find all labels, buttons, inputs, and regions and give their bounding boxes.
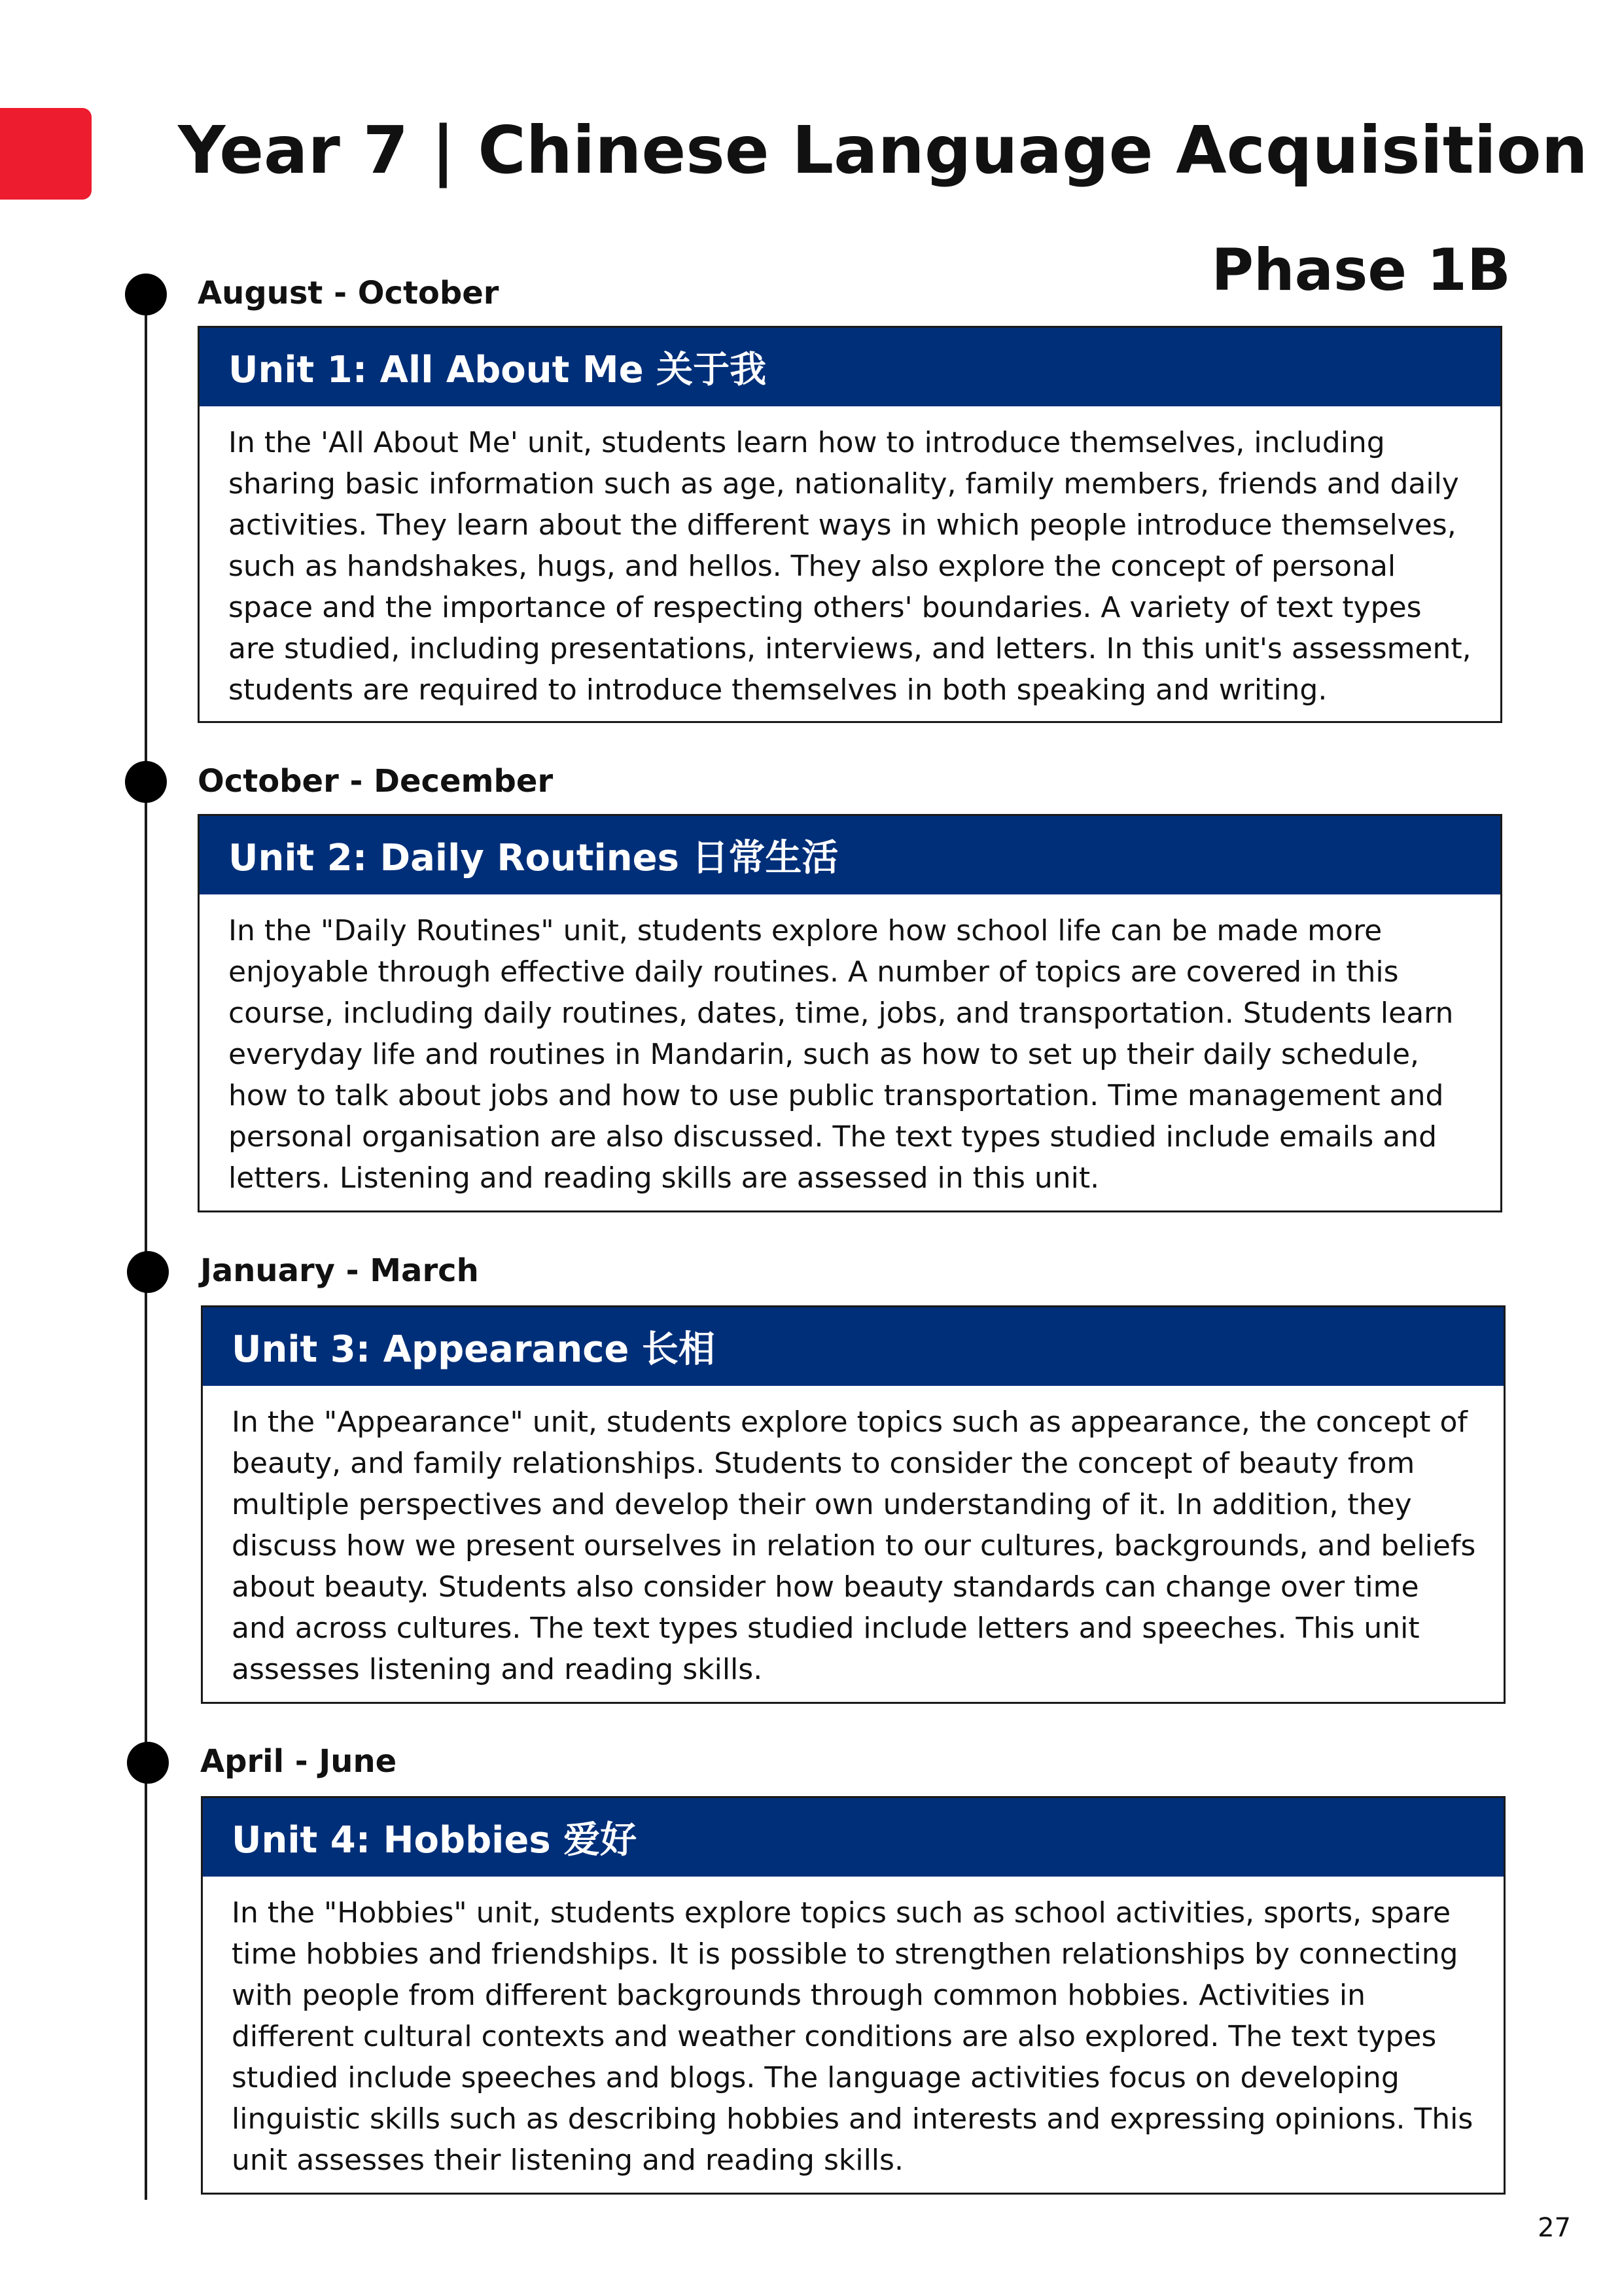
unit-title: Unit 1: All About Me 关于我 <box>200 328 1500 406</box>
unit-description: In the "Daily Routines" unit, students explore how school life can be made more enjoyable through effective daily routines. A number of topics are covered in this course, including daily routines, dates, time, jobs, and transportation. Students learn everyday life and routines in Mandarin, such as how to set up their daily schedule, how to talk about jobs and how to use public transportation. Time management and personal organisation are also discussed. The text types studied include emails and letters. Listening and reading skills are assessed in this unit. <box>228 914 1454 1195</box>
unit-title: Unit 4: Hobbies 爱好 <box>203 1798 1504 1877</box>
unit-card <box>198 814 1502 1212</box>
unit-title: Unit 3: Appearance 长相 <box>203 1307 1504 1386</box>
unit-card <box>201 1305 1506 1704</box>
page-title: Year 7 | Chinese Language Acquisition <box>178 112 1588 188</box>
phase-title: Phase 1B <box>1211 236 1511 304</box>
unit-period: April - June <box>200 1743 397 1780</box>
timeline-dot <box>125 274 167 315</box>
timeline-dot <box>127 1251 169 1293</box>
timeline-dot <box>125 761 167 803</box>
timeline-dot <box>127 1742 169 1784</box>
unit-period: January - March <box>200 1252 479 1289</box>
timeline-line <box>145 293 147 2200</box>
unit-description: In the "Appearance" unit, students explore topics such as appearance, the concept of beauty, and family relationships. Students to consider the concept of beauty from multiple perspectives and develop their own understanding of it. In addition, they discuss how we present ourselves in relation to our cultures, backgrounds, and beliefs about beauty. Students also consider how beauty standards can change over time and across cultures. The text types studied include letters and speeches. This unit assesses listening and reading skills. <box>232 1405 1476 1686</box>
unit-description: In the 'All About Me' unit, students learn how to introduce themselves, including sharing basic information such as age, nationality, family members, friends and daily activities. They learn about the different ways in which people introduce themselves, such as handshakes, hugs, and hellos. They also explore the concept of personal space and the importance of respecting others' boundaries. A variety of text types are studied, including presentations, interviews, and letters. In this unit's assessment, students are required to introduce themselves in both speaking and writing. <box>228 426 1472 707</box>
unit-title: Unit 2: Daily Routines 日常生活 <box>200 816 1500 894</box>
unit-card <box>201 1796 1506 2195</box>
unit-period: October - December <box>198 763 554 800</box>
unit-period: August - October <box>198 275 499 311</box>
red-tab-accent <box>0 108 92 200</box>
unit-description: In the "Hobbies" unit, students explore topics such as school activities, sports, spare time hobbies and friendships. It is possible to strengthen relationships by connecting with people from different backgrounds through common hobbies. Activities in different cultural contexts and weather conditions are also explored. The text types studied include speeches and blogs. The language activities focus on developing linguistic skills such as describing hobbies and interests and expressing opinions. This unit assesses their listening and reading skills. <box>232 1896 1473 2177</box>
unit-card <box>198 326 1502 723</box>
page-number: 27 <box>1538 2213 1571 2243</box>
